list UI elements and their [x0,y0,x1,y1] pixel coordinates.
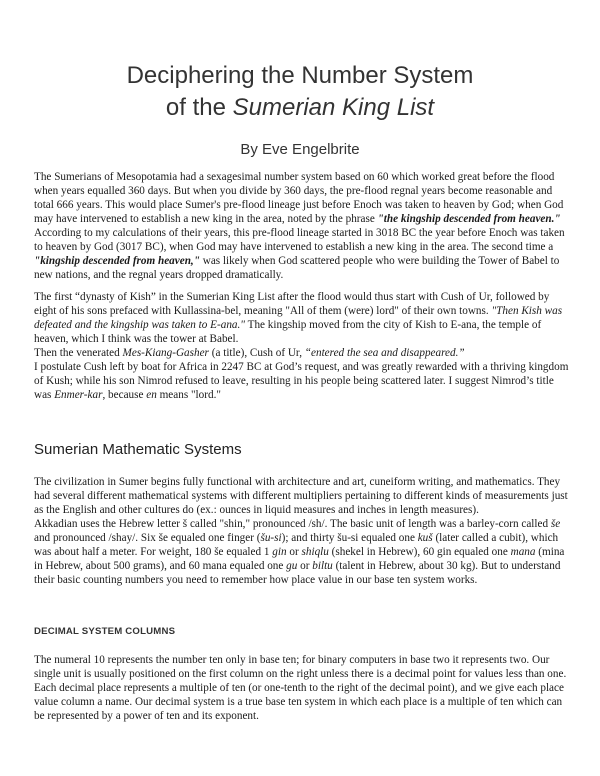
title-line-2 [0,92,600,124]
p1-text-1: The Sumerians of Mesopotamia had a sexagesimal number system based on 60 which worked great before the flood when years equalled 360 days. But when you divide by 360 days, the pre-flood regnal years become reasonable and total 666 years. This would place Sumer's pre-flood lineage just before Enoch was taken to heaven by God; when God may have intervened to establish a new king in the area, noted by the phrase [34,171,564,225]
p4-name: Enmer-kar [54,389,103,401]
author-byline: By Eve Engelbrite [240,141,360,158]
p4-text-2: , because [102,389,147,401]
p3-text-2: (a title), Cush of Ur, [208,347,305,359]
document-title [0,60,600,124]
p6-text-5: or [286,546,302,558]
p6-word-7: gu [286,560,298,572]
title-line-1: Deciphering the Number System [126,62,474,89]
p1-text-3: was likely when God scattered people who were building the Tower of Babel to new nations, and the regnal years dropped dramatically. [34,255,560,281]
p6-word-8: biltu [312,560,333,572]
p4-text-3: means "lord." [156,389,221,401]
p1-quote-1: "the kingship descended from heaven." [377,213,561,225]
paragraph-civilization [34,475,569,587]
p6-text-7: (mina in Hebrew, about 500 grams), and 60 mana equaled one [34,546,565,572]
p1-text-2: According to my calculations of their years, this pre-flood lineage started in 3018 BC the year before Enoch was taken to heaven by God (3017 BC), when God may have intervened to establish a new king in the area. The second time a [34,227,565,253]
section-heading-sumerian-math: Sumerian Mathematic Systems [34,441,242,458]
p3-text-1: Then the venerated [34,347,123,359]
paragraph-kish [34,290,569,402]
p6-text-2: and pronounced /shay/. Six še equaled one finger ( [34,532,261,544]
p2-quote-1: "Then Kish was defeated and the kingship was taken to E-ana." [34,305,563,331]
p6-text-1: Akkadian uses the Hebrew letter š called "shin," pronounced /sh/. The basic unit of length was a barley-corn called [34,518,551,530]
p6-word-1: še [550,518,561,530]
paragraph-intro [34,170,569,282]
p3-name: Mes-Kiang-Gasher [122,347,209,359]
title-line-2-prefix: of the [165,94,233,121]
p7-text-1: The numeral 10 represents the number ten only in base ten; for binary computers in base two it represents two. Our single unit is usually positioned on the first column on the right unless there is a decimal point for values less than one. Each decimal place represents a multiple of ten (or one-tenth to the right of the decimal point), and we give each place value column a name. Our decimal system is a true base ten system in which each place is a multiple of ten which can be represented by a power of ten and its exponent. [34,654,567,722]
p6-text-3: ); and thirty šu-si equaled one [281,532,418,544]
p2-text-1: The first “dynasty of Kish” in the Sumerian King List after the flood would thus start with Cush of Ur, followed by eight of his sons prefaced with Kullassina-bel, meaning "All of them (were) lord" of their own towns. [34,291,550,317]
p6-word-3: kuš [417,532,433,544]
p3-quote-1: “entered the sea and disappeared.” [304,347,465,359]
p6-word-5: shiqlu [301,546,329,558]
p5-text-1: The civilization in Sumer begins fully functional with architecture and art, cuneiform writing, and mathematics. They had several different mathematical systems with different multipliers pertaining to different kinds of measurements just as the English and other cultures do (ex.: ounces in liquid measures and inches in length measures). [34,476,568,516]
title-line-2-italic: Sumerian King List [232,94,435,121]
p6-word-6: mana [510,546,536,558]
p6-word-4: gin [272,546,287,558]
p6-text-9: (talent in Hebrew, about 30 kg). But to understand their basic counting numbers you need to remember how place value in our base ten system works. [34,560,561,586]
p4-text-1: I postulate Cush left by boat for Africa in 2247 BC at God’s request, and was greatly rewarded with a thriving kingdom of Kush; while his son Nimrod refused to leave, resulting in his people being scattered later. I suggest Nimrod’s title was [34,361,569,401]
section-heading-decimal-columns: DECIMAL SYSTEM COLUMNS [34,626,176,637]
p6-text-6: (shekel in Hebrew), 60 gin equaled one [328,546,511,558]
p4-en: en [146,389,157,401]
p6-word-2: šu-si [260,532,282,544]
p6-text-8: or [297,560,313,572]
p2-text-2: The kingship moved from the city of Kish to E-ana, the temple of heaven, which I think was the tower at Babel. [34,319,542,345]
p1-quote-2: "kingship descended from heaven," [34,255,200,267]
p6-text-4: (later called a cubit), which was about half a meter. For weight, 180 še equaled 1 [34,532,559,558]
paragraph-decimal [34,653,569,723]
